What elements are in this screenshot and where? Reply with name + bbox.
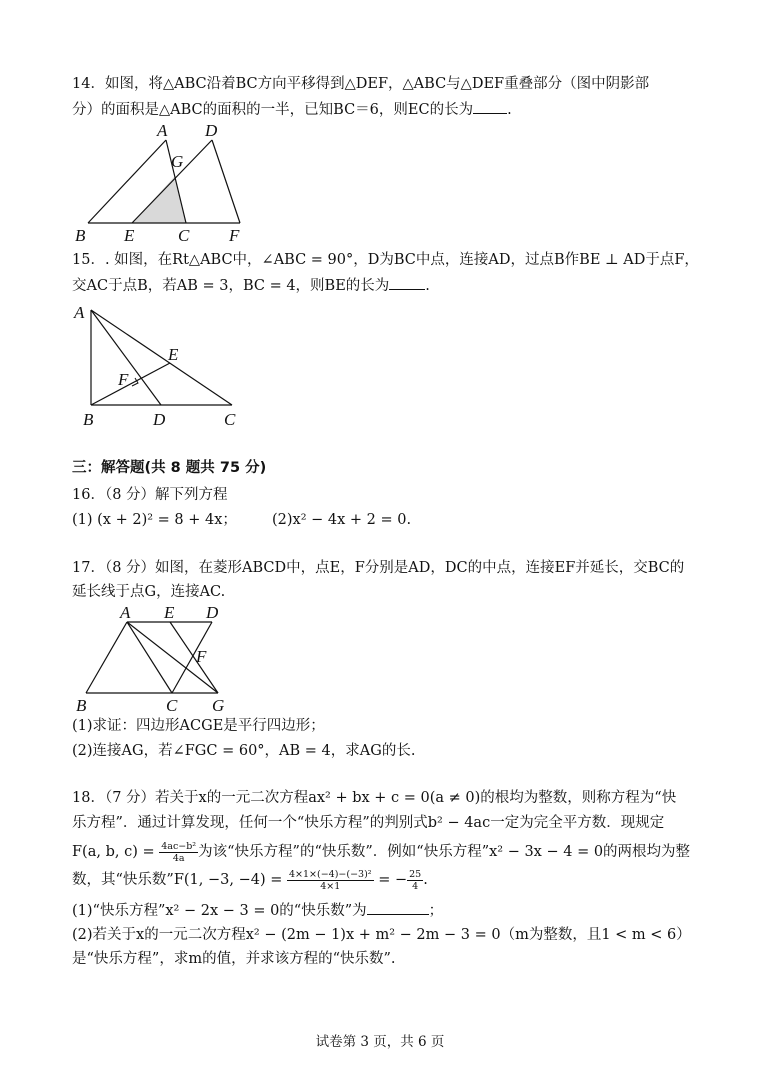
page-footer: 试卷第 3 页，共 6 页 xyxy=(315,1034,445,1050)
q14-label-C: C xyxy=(178,226,190,245)
q18-definition-numerator: 4ac−b² xyxy=(161,840,197,852)
q18-result-denominator: 4 xyxy=(412,880,419,892)
q15-line2-text: 交AC于点B，若AB = 3，BC = 4，则BE的长为 xyxy=(72,278,390,294)
q15-label-E: E xyxy=(168,345,179,364)
q16-part1: (1) (x + 2)² = 8 + 4x； xyxy=(72,512,237,528)
q18-result-numerator: 25 xyxy=(409,868,422,880)
q18-part1 xyxy=(72,900,443,921)
q16-line1: 16．（8 分）解下列方程 xyxy=(72,487,228,503)
q14-label-B: B xyxy=(75,226,86,245)
q15-label-C: C xyxy=(224,410,236,429)
q15-label-D: D xyxy=(153,410,166,429)
q17-part1: (1)求证：四边形ACGE是平行四边形； xyxy=(72,718,325,734)
q18-part1-answer-blank xyxy=(367,900,429,915)
q15-line2-end: . xyxy=(425,278,430,294)
q14-label-D: D xyxy=(205,121,218,140)
q17-label-D: D xyxy=(206,603,219,622)
q18-line2: 乐方程”．通过计算发现，任何一个“快乐方程”的判别式b² − 4ac一定为完全平方数．现规定 xyxy=(72,815,665,831)
q18-line4 xyxy=(72,867,428,893)
q14-label-F: F xyxy=(229,226,240,245)
q17-label-G: G xyxy=(212,696,225,715)
q18-part1-end: ； xyxy=(428,903,444,919)
q15-line1: 15．. 如图，在Rt△ABC中，∠ABC = 90°，D为BC中点，连接AD，过点B作BE ⊥ AD于点F， xyxy=(72,252,699,268)
q15-label-A: A xyxy=(74,303,85,322)
q17-label-F: F xyxy=(196,647,207,666)
q17-line2: 延长线于点G，连接AC. xyxy=(72,584,226,600)
q14-label-E: E xyxy=(124,226,135,245)
q15-label-B: B xyxy=(83,410,94,429)
q18-example-numerator: 4×1×(−4)−(−3)² xyxy=(288,868,372,880)
q18-part2-line2: 是“快乐方程”，求m的值，并求该方程的“快乐数”. xyxy=(72,951,396,967)
q18-result-fraction xyxy=(407,869,423,892)
q18-line1: 18．（7 分）若关于x的一元二次方程ax² + bx + c = 0(a ≠ 0)的根均为整数，则称方程为“快 xyxy=(72,790,677,806)
q18-line4-lhs: 数，其“快乐数”F(1, −3, −4) = xyxy=(72,872,287,888)
q17-line1: 17．（8 分）如图，在菱形ABCD中，点E，F分别是AD，DC的中点，连接EF并延长，交BC的 xyxy=(72,560,685,576)
q17-segment-AB xyxy=(86,622,127,693)
q14-label-G: G xyxy=(171,152,184,171)
q17-label-E: E xyxy=(164,603,175,622)
q14-line1: 14．如图，将△ABC沿着BC方向平移得到△DEF，△ABC与△DEF重叠部分（图中阴影部 xyxy=(72,76,650,92)
q18-line4-end: . xyxy=(423,872,428,888)
q18-example-denominator: 4×1 xyxy=(320,880,341,892)
q15-label-F: F xyxy=(118,370,129,389)
q18-line3-rest: 为该“快乐方程”的“快乐数”．例如“快乐方程”x² − 3x − 4 = 0的两根均为整 xyxy=(198,844,691,860)
q17-label-B: B xyxy=(76,696,87,715)
q18-part1-text: (1)“快乐方程”x² − 2x − 3 = 0的“快乐数”为 xyxy=(72,903,367,919)
q18-definition-denominator: 4a xyxy=(172,852,185,864)
q17-label-A: A xyxy=(120,603,131,622)
q16-part2: (2)x² − 4x + 2 = 0. xyxy=(272,512,412,528)
q14-line2-text: 分）的面积是△ABC的面积的一半，已知BC＝6，则EC的长为 xyxy=(72,102,474,118)
section3-title: 三：解答题(共 8 题共 75 分) xyxy=(72,460,267,476)
q17-segment-EG xyxy=(170,622,218,693)
q17-label-C: C xyxy=(166,696,178,715)
q17-segment-AC xyxy=(127,622,172,693)
q18-line3 xyxy=(72,839,690,865)
q18-example-fraction xyxy=(287,869,374,892)
q14-line2-end: . xyxy=(507,102,512,118)
q14-label-A: A xyxy=(157,121,168,140)
q18-definition-fraction xyxy=(159,841,198,864)
q17-part2: (2)连接AG，若∠FGC = 60°，AB = 4，求AG的长. xyxy=(72,743,416,759)
q18-line3-lhs: F(a, b, c) = xyxy=(72,844,160,860)
q18-line4-mid: = − xyxy=(373,872,408,888)
q18-part2-line1: (2)若关于x的一元二次方程x² − (2m − 1)x + m² − 2m − 3 = 0（m为整数，且1 < m < 6） xyxy=(72,927,691,943)
